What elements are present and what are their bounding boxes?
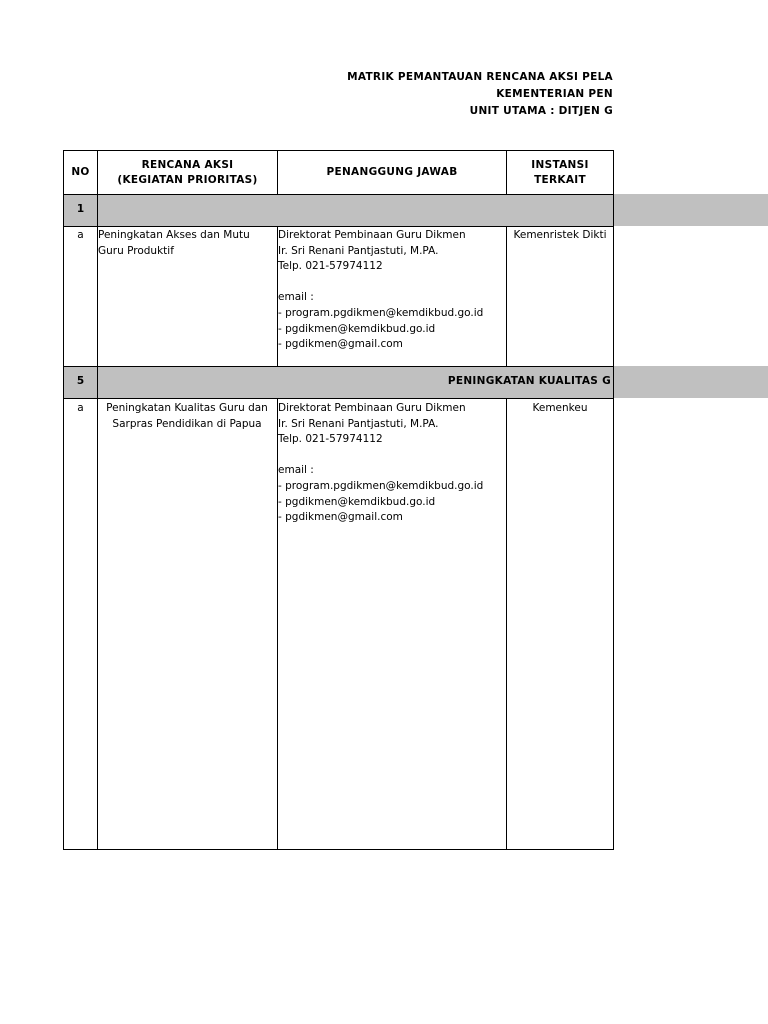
- row-rencana-aksi: Peningkatan Kualitas Guru dan Sarpras Pendidikan di Papua: [106, 402, 268, 430]
- row-penanggung-jawab: Direktorat Pembinaan Guru Dikmen Ir. Sri Renani Pantjastuti, M.PA. Telp. 021-57974112 email : - program.pgdikmen@kemdikbud.go.id - pgdikmen@kemdikbud.go.id - pgdikmen@gmail.com: [278, 229, 484, 351]
- row-no: a: [77, 402, 84, 414]
- column-header-instansi-terkait: INSTANSI TERKAIT: [531, 158, 589, 186]
- row-penanggung-jawab: Direktorat Pembinaan Guru Dikmen Ir. Sri Renani Pantjastuti, M.PA. Telp. 021-57974112 email : - program.pgdikmen@kemdikbud.go.id - pgdikmen@kemdikbud.go.id - pgdikmen@gmail.com: [278, 402, 484, 524]
- section-number: 5: [76, 375, 85, 387]
- unit-title: UNIT UTAMA : DITJEN G: [469, 105, 613, 117]
- row-instansi-terkait: Kemenkeu: [532, 402, 588, 414]
- column-header-rencana-aksi: RENCANA AKSI (KEGIATAN PRIORITAS): [117, 158, 258, 186]
- ministry-title: KEMENTERIAN PEN: [496, 88, 613, 100]
- section-band-1: [64, 194, 768, 226]
- row-instansi-terkait: Kemenristek Dikti: [513, 229, 607, 241]
- row-no: a: [77, 229, 84, 241]
- section-number: 1: [76, 203, 85, 215]
- column-header-penanggung-jawab: PENANGGUNG JAWAB: [326, 166, 458, 178]
- row-rencana-aksi: Peningkatan Akses dan Mutu Guru Produktif: [98, 229, 250, 257]
- section-title: PENINGKATAN KUALITAS G: [447, 375, 611, 387]
- column-header-no: NO: [71, 166, 90, 178]
- document-title: MATRIK PEMANTAUAN RENCANA AKSI PELA: [347, 71, 613, 83]
